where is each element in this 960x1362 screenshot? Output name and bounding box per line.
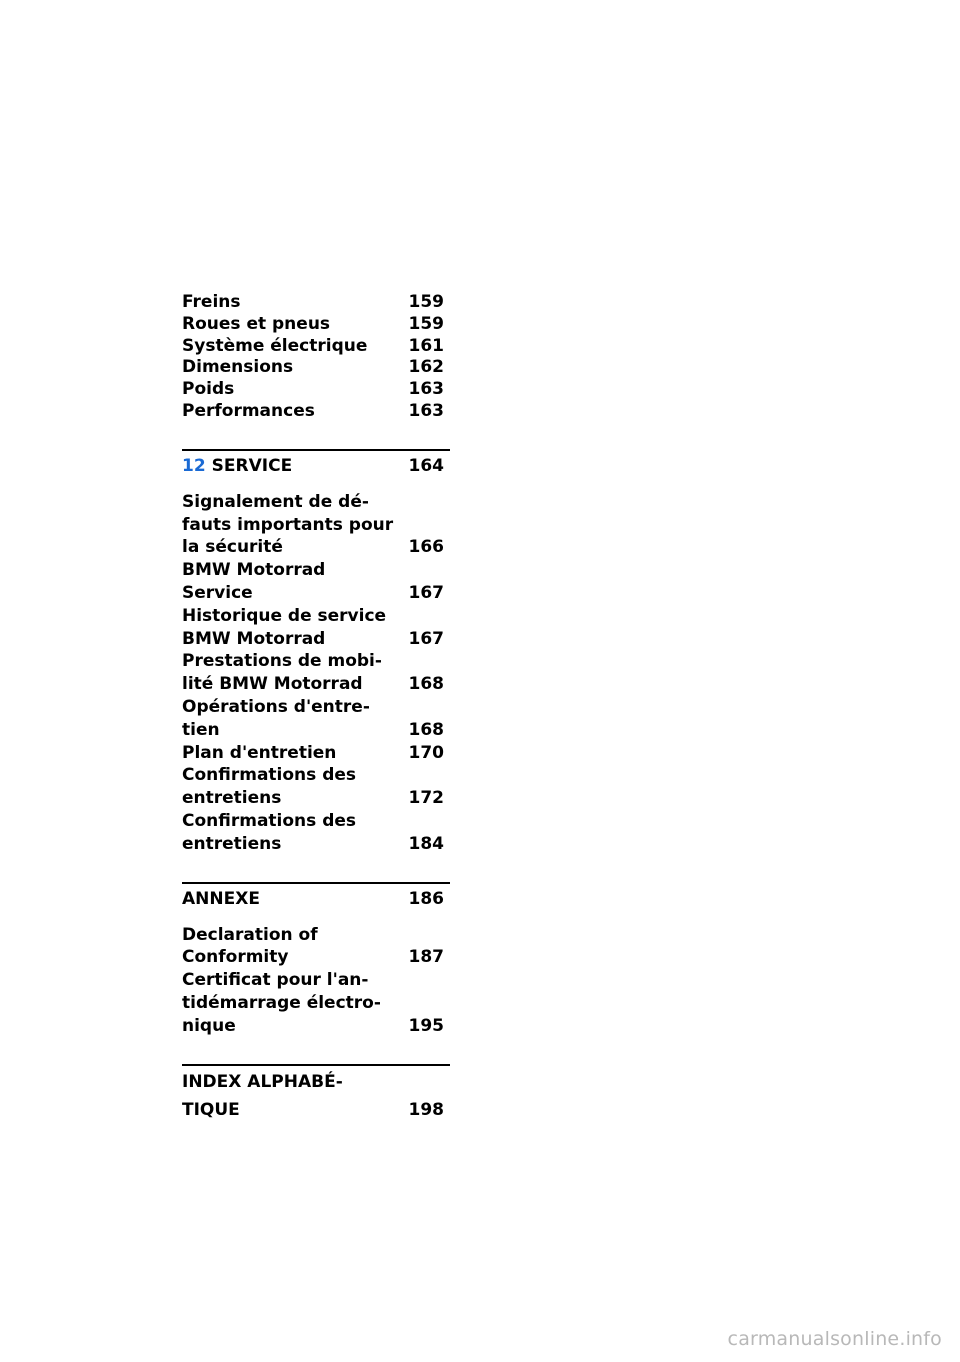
toc-entry-page-number: 195 <box>408 1015 444 1036</box>
toc-entry-title-line: entretiens <box>182 833 282 854</box>
toc-entry-page-number: 159 <box>408 313 444 334</box>
chapter-title: ANNEXE <box>182 888 260 909</box>
toc-entry-title-line: Service <box>182 582 253 603</box>
toc-entry-title-line: Certificat pour l'an- <box>182 970 369 991</box>
toc-entry-page-number: 166 <box>408 537 444 558</box>
toc-entry[interactable] <box>182 696 450 742</box>
toc-entry[interactable] <box>182 764 450 810</box>
toc-entry[interactable] <box>182 559 450 605</box>
toc-entry[interactable] <box>182 357 450 379</box>
toc-entry-title-line: INDEX ALPHABÉ- <box>182 1071 343 1092</box>
toc-entry[interactable] <box>182 336 450 358</box>
chapter-page-number: 186 <box>408 888 444 909</box>
toc-entry-page-number: 163 <box>408 400 444 421</box>
toc-entry[interactable] <box>182 742 450 765</box>
toc-entry-page-number: 162 <box>408 357 444 378</box>
toc-entry-title-line: Confirmations des <box>182 810 357 831</box>
toc-entry-title <box>182 491 397 559</box>
toc-entry-title-line: Prestations de mobi- <box>182 651 382 672</box>
toc-entry-title <box>182 559 397 605</box>
toc-entry-title <box>182 810 397 856</box>
toc-entry-title <box>182 357 397 379</box>
chapter-page-number: 164 <box>408 455 444 476</box>
toc-entry-title-line: la sécurité <box>182 537 283 558</box>
toc-entry-title-line: TIQUE <box>182 1099 240 1120</box>
chapter-heading-service[interactable] <box>182 451 450 481</box>
toc-entry[interactable] <box>182 292 450 314</box>
toc-entry-page-number: 167 <box>408 582 444 603</box>
toc-group-service <box>182 491 450 856</box>
toc-entry-page-number: 184 <box>408 833 444 854</box>
chapter-heading-annexe[interactable] <box>182 884 450 914</box>
toc-entry[interactable] <box>182 314 450 336</box>
toc-group-annexe <box>182 924 450 1038</box>
toc-entry-page-number: 163 <box>408 379 444 400</box>
chapter-heading-index[interactable] <box>182 1068 450 1124</box>
toc-entry[interactable] <box>182 969 450 1037</box>
toc-entry-title <box>182 401 397 423</box>
toc-entry-title-line: Roues et pneus <box>182 313 331 334</box>
toc-entry[interactable] <box>182 650 450 696</box>
toc-entry-title <box>182 314 397 336</box>
toc-entry-page-number: 167 <box>408 628 444 649</box>
toc-entry-title-line: Confirmations des <box>182 765 357 786</box>
toc-entry-title <box>182 650 397 696</box>
section-divider <box>182 1064 450 1066</box>
toc-entry-page-number: 172 <box>408 788 444 809</box>
toc-group-technical-data <box>182 292 450 423</box>
toc-entry[interactable] <box>182 491 450 559</box>
chapter-title: SERVICE <box>211 455 293 476</box>
table-of-contents <box>182 292 450 1124</box>
toc-entry-page-number: 187 <box>408 947 444 968</box>
toc-entry-title-line: Poids <box>182 379 235 400</box>
toc-entry-page-number: 161 <box>408 335 444 356</box>
toc-entry-title-line: Historique de service <box>182 605 387 626</box>
toc-entry-title <box>182 379 397 401</box>
toc-entry[interactable] <box>182 401 450 423</box>
toc-entry-page-number: 168 <box>408 674 444 695</box>
toc-entry-title-line: Opérations d'entre- <box>182 696 370 717</box>
toc-entry-page-number: 170 <box>408 742 444 763</box>
toc-entry-title <box>182 764 397 810</box>
toc-entry-title-line: entretiens <box>182 788 282 809</box>
toc-entry-title <box>182 924 397 970</box>
toc-entry-title-line: Dimensions <box>182 357 294 378</box>
toc-entry-title-line: Performances <box>182 400 315 421</box>
toc-entry-title-line: fauts importants pour <box>182 514 394 535</box>
toc-entry-title-line: Plan d'entretien <box>182 742 337 763</box>
toc-entry-title-line: BMW Motorrad <box>182 560 326 581</box>
toc-entry-title <box>182 336 397 358</box>
toc-entry-title-line: Conformity <box>182 947 289 968</box>
toc-entry-title-line: BMW Motorrad <box>182 628 326 649</box>
toc-entry-title <box>182 969 397 1037</box>
toc-entry-title-line: tien <box>182 719 220 740</box>
toc-entry-title-line: Declaration of <box>182 924 318 945</box>
toc-entry[interactable] <box>182 810 450 856</box>
toc-entry-title <box>182 742 397 765</box>
toc-entry[interactable] <box>182 379 450 401</box>
toc-entry-page-number: 168 <box>408 719 444 740</box>
toc-entry-title <box>182 605 397 651</box>
toc-entry-title-line: tidémarrage électro- <box>182 992 381 1013</box>
watermark: carmanualsonline.info <box>727 1328 942 1350</box>
toc-entry-title-line: lité BMW Motorrad <box>182 674 363 695</box>
toc-entry-title-line: Freins <box>182 292 241 312</box>
chapter-number: 12 <box>182 455 206 476</box>
toc-entry[interactable] <box>182 605 450 651</box>
toc-entry-page-number: 198 <box>408 1099 444 1120</box>
toc-entry-title-line: nique <box>182 1015 236 1036</box>
toc-entry-title <box>182 1068 397 1124</box>
toc-entry[interactable] <box>182 924 450 970</box>
toc-entry-title <box>182 292 397 314</box>
toc-entry-page-number: 159 <box>408 292 444 312</box>
toc-entry-title-line: Signalement de dé- <box>182 491 369 512</box>
toc-entry-title-line: Système électrique <box>182 335 368 356</box>
toc-entry-title <box>182 696 397 742</box>
